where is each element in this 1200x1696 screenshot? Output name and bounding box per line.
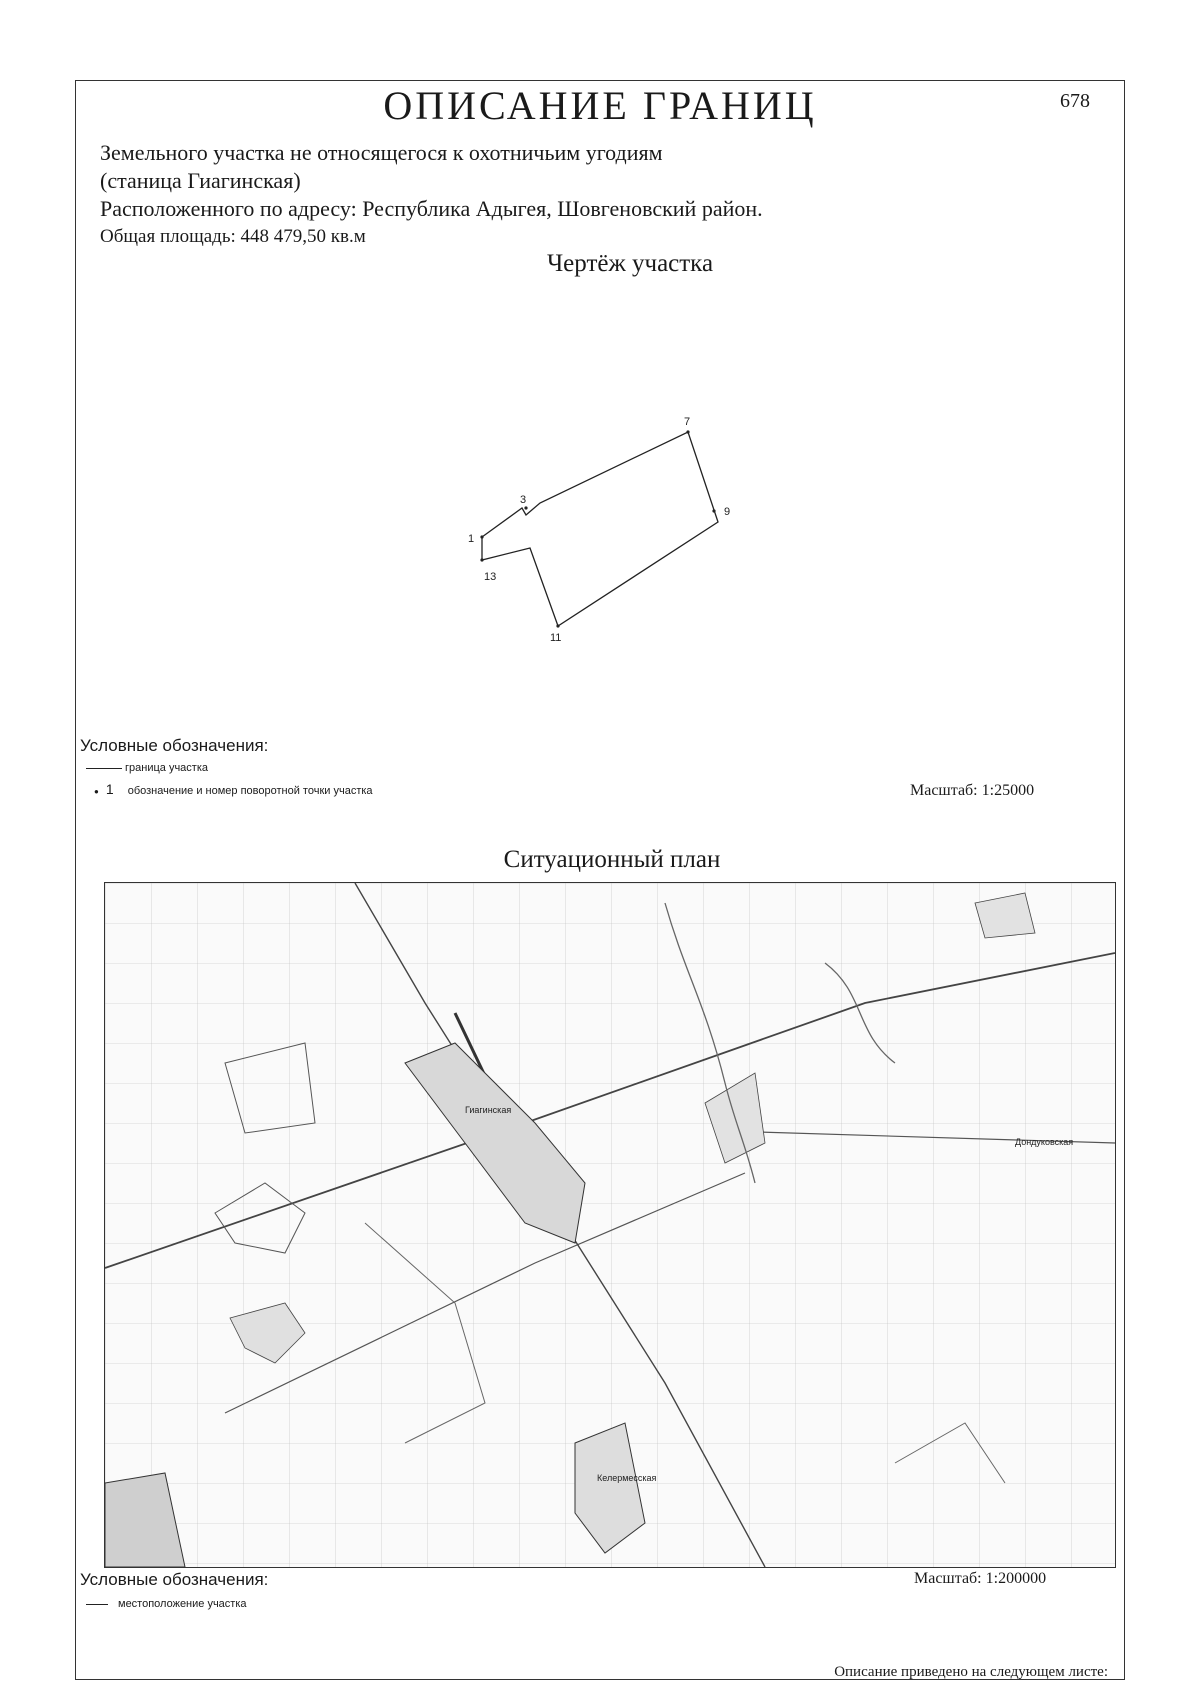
map-label-south: Келермесская bbox=[597, 1473, 657, 1483]
point-dot-icon: ● bbox=[94, 787, 99, 796]
legend2-title: Условные обозначения: bbox=[80, 1570, 269, 1589]
situation-title: Ситуационный план bbox=[503, 846, 721, 873]
info-line-3: Расположенного по адресу: Республика Адыгея, Шовгеновский район. bbox=[100, 196, 763, 221]
parcel-boundary bbox=[482, 432, 718, 626]
document-title: ОПИСАНИЕ ГРАНИЦ bbox=[383, 83, 817, 128]
scale-situation: Масштаб: 1:200000 bbox=[914, 1570, 1047, 1587]
point-label-9: 9 bbox=[724, 506, 731, 518]
legend1-title: Условные обозначения: bbox=[80, 736, 269, 755]
location-line-icon bbox=[86, 1604, 108, 1605]
point-label-1: 1 bbox=[468, 533, 475, 545]
point-label-11: 11 bbox=[550, 632, 562, 644]
legend2-item-location bbox=[86, 1598, 247, 1610]
parcel-drawing bbox=[0, 0, 1200, 700]
situation-map-svg bbox=[105, 883, 1115, 1567]
footer-note: Описание приведено на следующем листе: bbox=[834, 1664, 1108, 1680]
map-label-west: Дондуковская bbox=[1015, 1137, 1074, 1147]
point-marker bbox=[480, 558, 483, 561]
legend1-item2-text: обозначение и номер поворотной точки участка bbox=[127, 785, 373, 797]
point-marker bbox=[480, 535, 483, 538]
boundary-line-icon bbox=[86, 768, 122, 769]
legend1-marker: 1 bbox=[105, 781, 114, 797]
point-marker bbox=[556, 624, 559, 627]
drawing-title: Чертёж участка bbox=[546, 250, 714, 277]
legend2-item1-text: местоположение участка bbox=[118, 1598, 247, 1610]
point-marker bbox=[686, 430, 689, 433]
point-marker bbox=[712, 509, 715, 512]
point-label-3: 3 bbox=[520, 494, 527, 506]
scale-drawing: Масштаб: 1:25000 bbox=[910, 782, 1035, 799]
info-line-2: (станица Гиагинская) bbox=[100, 168, 301, 193]
legend1-item-point bbox=[94, 781, 373, 797]
map-label-main: Гиагинская bbox=[465, 1105, 512, 1115]
legend1-item-boundary bbox=[86, 762, 208, 774]
legend1-item1-text: граница участка bbox=[125, 762, 208, 774]
point-label-13: 13 bbox=[484, 571, 497, 583]
page-number: 678 bbox=[1060, 90, 1090, 112]
point-marker bbox=[524, 506, 527, 509]
info-line-4: Общая площадь: 448 479,50 кв.м bbox=[100, 226, 366, 247]
info-line-1: Земельного участка не относящегося к охотничьим угодиям bbox=[100, 140, 663, 165]
point-label-7: 7 bbox=[684, 416, 691, 428]
situation-map bbox=[104, 882, 1116, 1568]
